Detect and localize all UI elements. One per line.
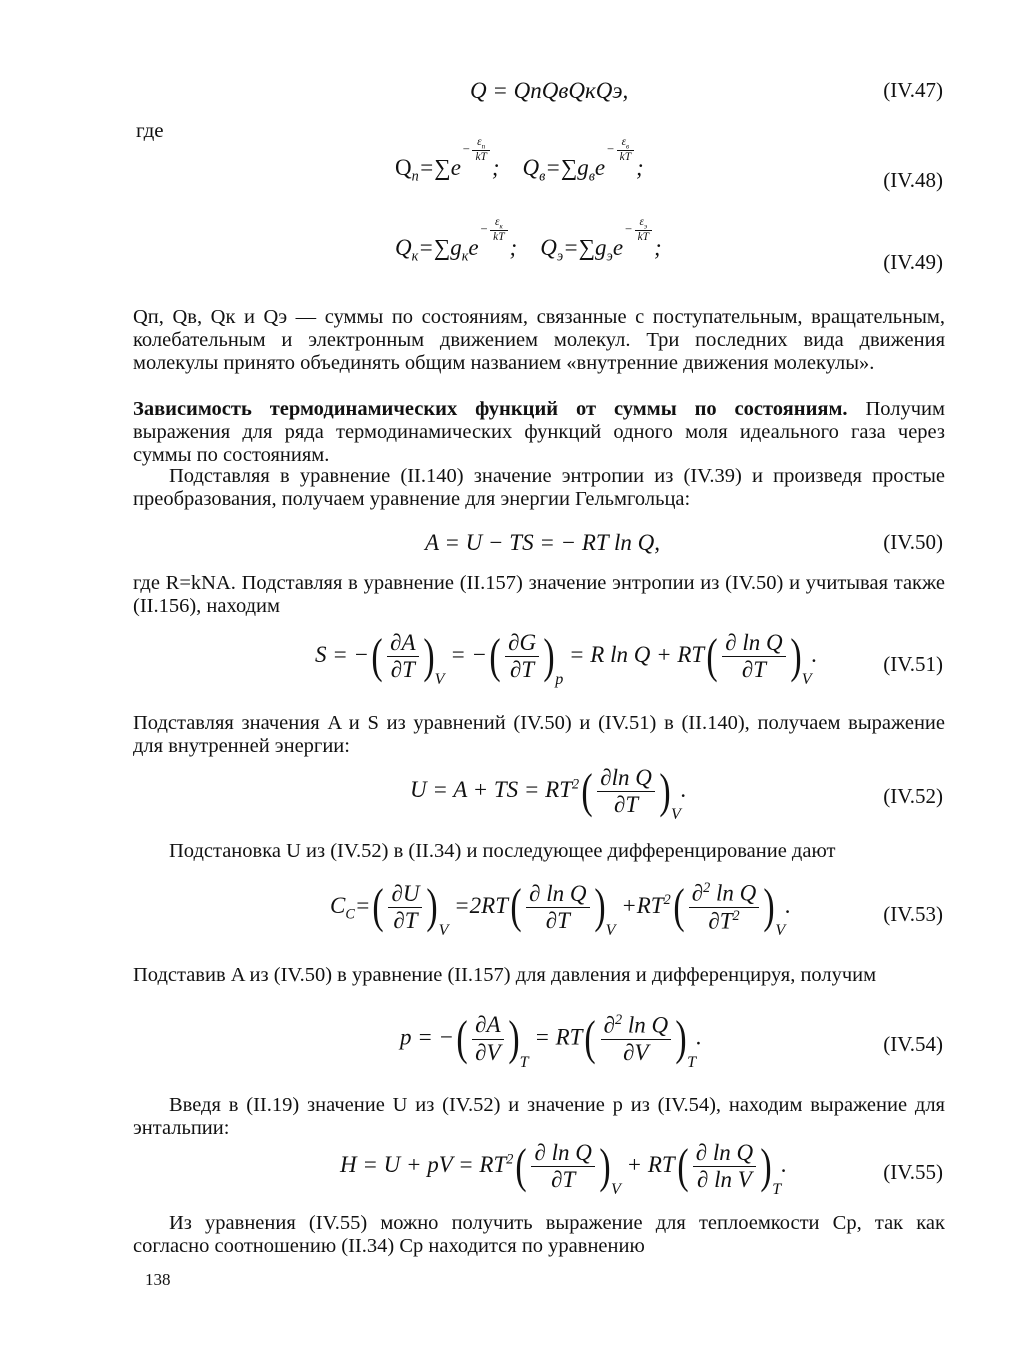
equation-number-iv49: (IV.49) [883,250,943,274]
equation-iv49: $Q_к=\sum g_кe-$ $\frac{\varepsilon_к}{kT}$ ; $Q_э=\sum g_эe-$ $\frac{\varepsilon_э}{kT}$ ; [395,216,662,265]
paragraph-heat-capacity: Из уравнения (IV.55) можно получить выражение для теплоемкости Cp, так как согласно соотношению (II.34) Cp находится по уравнению [133,1212,945,1257]
equation-iv50-body: A = U − TS = − RT ln Q, [425,530,661,555]
equation-iv53: $C_C=$( $\frac{\partial U}{\partial T}$ )V =2RT( $\frac{\text{∂ ln Q}}{\partial T}$ )$V +RT^2$( $\frac{\partial^2 \ln Q}{\partial T^2}$ )V. [330,880,791,939]
equation-iv47 [470,78,628,104]
paragraph-dependence-heading: Зависимость термодинамических функций от суммы по состояниям. [133,398,848,420]
paragraph-enthalpy: Введя в (II.19) значение U из (IV.52) и значение p из (IV.54), находим выражение для энтальпии: [133,1094,945,1139]
equation-iv50 [425,530,660,556]
equation-iv54: p = −( $\frac{\partial A}{\partial V}$ )T = RT( $\frac{\partial^2 \ln Q}{\partial V}$ )T. [400,1012,702,1071]
equation-number-iv53: (IV.53) [883,902,943,926]
equation-iv47-body: Q = QпQвQкQэ, [470,78,629,103]
equation-iv48: $Q_п=\sum e-$ $\frac{\varepsilon_п}{kT}$ ; $Q_в=\sum g_вe-$ $\frac{\varepsilon_в}{kT}$ ; [395,136,644,185]
paragraph-pressure: Подставив A из (IV.50) в уравнение (II.157) для давления и дифференцируя, получим [133,964,877,986]
equation-iv52: U = A + TS = $RT^2$( $\frac{\text{∂ln Q}}{\partial T}$ )V. [410,764,687,824]
page-number: 138 [145,1270,171,1289]
equation-iv55: H = U + pV = $RT^2$( $\frac{\text{∂ ln Q}}{\partial T}$ )V + RT( $\frac{\text{∂ ln Q}}{\text{∂ ln V}}$ )T. [340,1139,787,1199]
equation-number-iv52: (IV.52) [883,784,943,808]
equation-number-iv50: (IV.50) [883,530,943,554]
equation-iv51: S = −( $\frac{\partial A}{\partial T}$ )V = −( $\frac{\partial G}{\partial T}$ )p = R ln Q + RT( $\frac{\text{∂ ln Q}}{\partial T}$ )V. [315,629,818,689]
word-gde-1: где [136,118,164,142]
paragraph-helmholtz: Подставляя в уравнение (II.140) значение энтропии из (IV.39) и произведя простые преобразования, получаем уравнение для энергии Гельмгольца: [133,465,945,510]
equation-number-iv51: (IV.51) [883,652,943,676]
paragraph-internal-energy: Подставляя значения A и S из уравнений (IV.50) и (IV.51) в (II.140), получаем выражение для внутренней энергии: [133,712,945,757]
equation-number-iv55: (IV.55) [883,1160,943,1184]
paragraph-substitution: Подстановка U из (IV.52) в (II.34) и последующее дифференцирование дают [169,840,836,862]
paragraph-entropy-intro: где R=kNA. Подставляя в уравнение (II.157) значение энтропии из (IV.50) и учитывая также (II.156), находим [133,572,945,617]
paragraph-dependence [133,398,945,467]
paragraph-state-sums: Qп, Qв, Qк и Qэ — суммы по состояниям, связанные с поступательным, вращательным, колебательным и электронным движением молекул. Три последних вида движения молекулы принято объединять общим названием «внутренние движения молекулы». [133,306,945,374]
equation-number-iv47: (IV.47) [883,78,943,102]
paragraph-dependence-body: Получим выражения для ряда термодинамических функций одного моля идеального газа через суммы по состояниям. [133,398,945,466]
equation-number-iv54: (IV.54) [883,1032,943,1056]
equation-number-iv48: (IV.48) [883,168,943,192]
